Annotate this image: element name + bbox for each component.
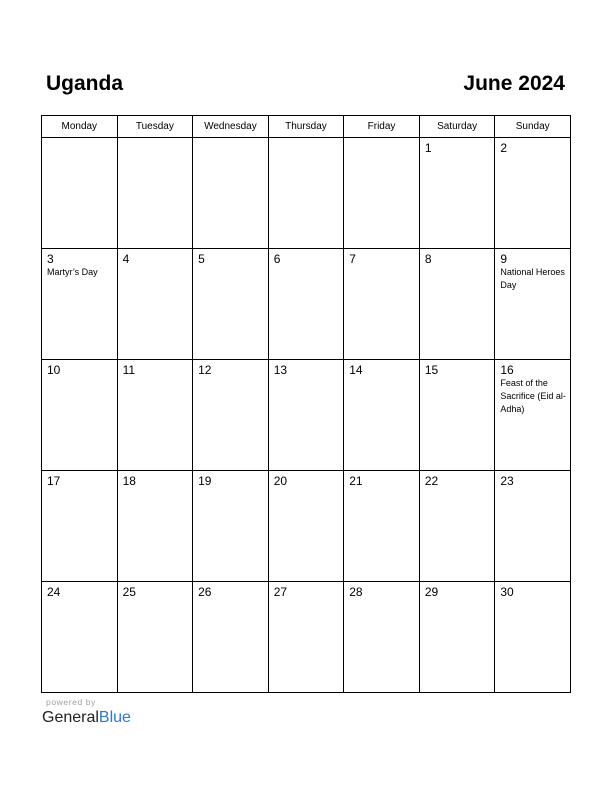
day-number: 2 (500, 141, 508, 155)
calendar-week-row (42, 471, 571, 582)
calendar-day-cell (193, 471, 269, 582)
calendar-day-cell (495, 582, 571, 693)
day-number (42, 138, 117, 141)
day-number: 25 (122, 585, 136, 599)
weekday-friday: Friday (344, 116, 420, 138)
holiday-label: Feast of the Sacrifice (Eid al-Adha) (500, 378, 566, 414)
day-number: 27 (273, 585, 288, 599)
calendar-month-title: June 2024 (463, 72, 565, 95)
calendar-country-title: Uganda (46, 72, 124, 95)
calendar-week-row (42, 249, 571, 360)
weekday-saturday: Saturday (419, 116, 495, 138)
calendar-day-cell (495, 138, 571, 249)
day-number: 19 (198, 474, 212, 488)
day-number: 30 (500, 585, 514, 599)
calendar-day-cell (193, 582, 269, 693)
calendar-day-cell (268, 249, 344, 360)
calendar-day-cell (193, 249, 269, 360)
day-number (344, 138, 419, 141)
calendar-week-row (42, 138, 571, 249)
calendar-day-cell (42, 471, 118, 582)
day-number: 17 (47, 474, 61, 488)
day-number (193, 138, 268, 141)
calendar-day-cell (495, 249, 571, 360)
holiday-label: National Heroes Day (500, 267, 565, 290)
calendar-day-cell (344, 582, 420, 693)
day-number: 20 (273, 474, 288, 488)
calendar-body (42, 138, 571, 693)
day-number: 23 (500, 474, 514, 488)
weekday-header-row (42, 116, 571, 138)
calendar-day-cell (344, 249, 420, 360)
day-number: 28 (349, 585, 363, 599)
day-number: 12 (198, 363, 212, 377)
weekday-wednesday: Wednesday (193, 116, 269, 138)
calendar-day-cell (42, 360, 118, 471)
calendar-day-cell (268, 471, 344, 582)
calendar-day-cell (42, 138, 118, 249)
day-number: 7 (349, 252, 356, 266)
day-number: 6 (273, 252, 281, 266)
calendar-day-cell (117, 582, 193, 693)
weekday-thursday: Thursday (268, 116, 344, 138)
calendar-day-cell (117, 360, 193, 471)
calendar-day-cell (117, 249, 193, 360)
day-number: 26 (198, 585, 212, 599)
calendar-day-cell (419, 360, 495, 471)
day-number: 29 (424, 585, 439, 599)
calendar-day-cell (268, 360, 344, 471)
generalblue-logo[interactable] (42, 708, 131, 728)
calendar-day-cell (495, 471, 571, 582)
logo-blue-text: Blue (98, 709, 131, 726)
day-number: 3 (47, 252, 54, 266)
day-number: 16 (500, 363, 514, 377)
calendar-day-cell (117, 471, 193, 582)
powered-by-text: powered by (46, 697, 96, 707)
calendar-day-cell (344, 471, 420, 582)
calendar-week-row (42, 582, 571, 693)
calendar-day-cell (193, 138, 269, 249)
weekday-monday: Monday (42, 116, 118, 138)
day-number: 22 (424, 474, 439, 488)
calendar-grid (41, 115, 571, 693)
day-number: 9 (500, 252, 508, 266)
day-number: 4 (122, 252, 130, 266)
calendar-day-cell (268, 138, 344, 249)
weekday-sunday: Sunday (495, 116, 571, 138)
day-number: 5 (198, 252, 205, 266)
day-number: 1 (424, 141, 432, 155)
calendar-day-cell (495, 360, 571, 471)
holiday-label: Martyr’s Day (47, 267, 98, 277)
day-number: 21 (349, 474, 363, 488)
calendar-day-cell (419, 582, 495, 693)
calendar-day-cell (344, 360, 420, 471)
day-number: 15 (424, 363, 439, 377)
day-number: 10 (47, 363, 61, 377)
day-number: 18 (122, 474, 136, 488)
calendar-week-row (42, 360, 571, 471)
calendar-day-cell (42, 582, 118, 693)
day-number: 11 (122, 363, 136, 377)
calendar-day-cell (419, 138, 495, 249)
day-number: 14 (349, 363, 363, 377)
day-number: 24 (47, 585, 61, 599)
calendar-day-cell (419, 471, 495, 582)
calendar-day-cell (344, 138, 420, 249)
day-number (118, 138, 193, 141)
logo-general-text: General (42, 709, 99, 726)
calendar-day-cell (419, 249, 495, 360)
day-number (269, 138, 344, 141)
day-number: 13 (273, 363, 288, 377)
calendar-day-cell (193, 360, 269, 471)
weekday-tuesday: Tuesday (117, 116, 193, 138)
weekday-header (42, 116, 571, 138)
day-number: 8 (424, 252, 432, 266)
calendar-day-cell (268, 582, 344, 693)
calendar-day-cell (117, 138, 193, 249)
calendar-day-cell (42, 249, 118, 360)
